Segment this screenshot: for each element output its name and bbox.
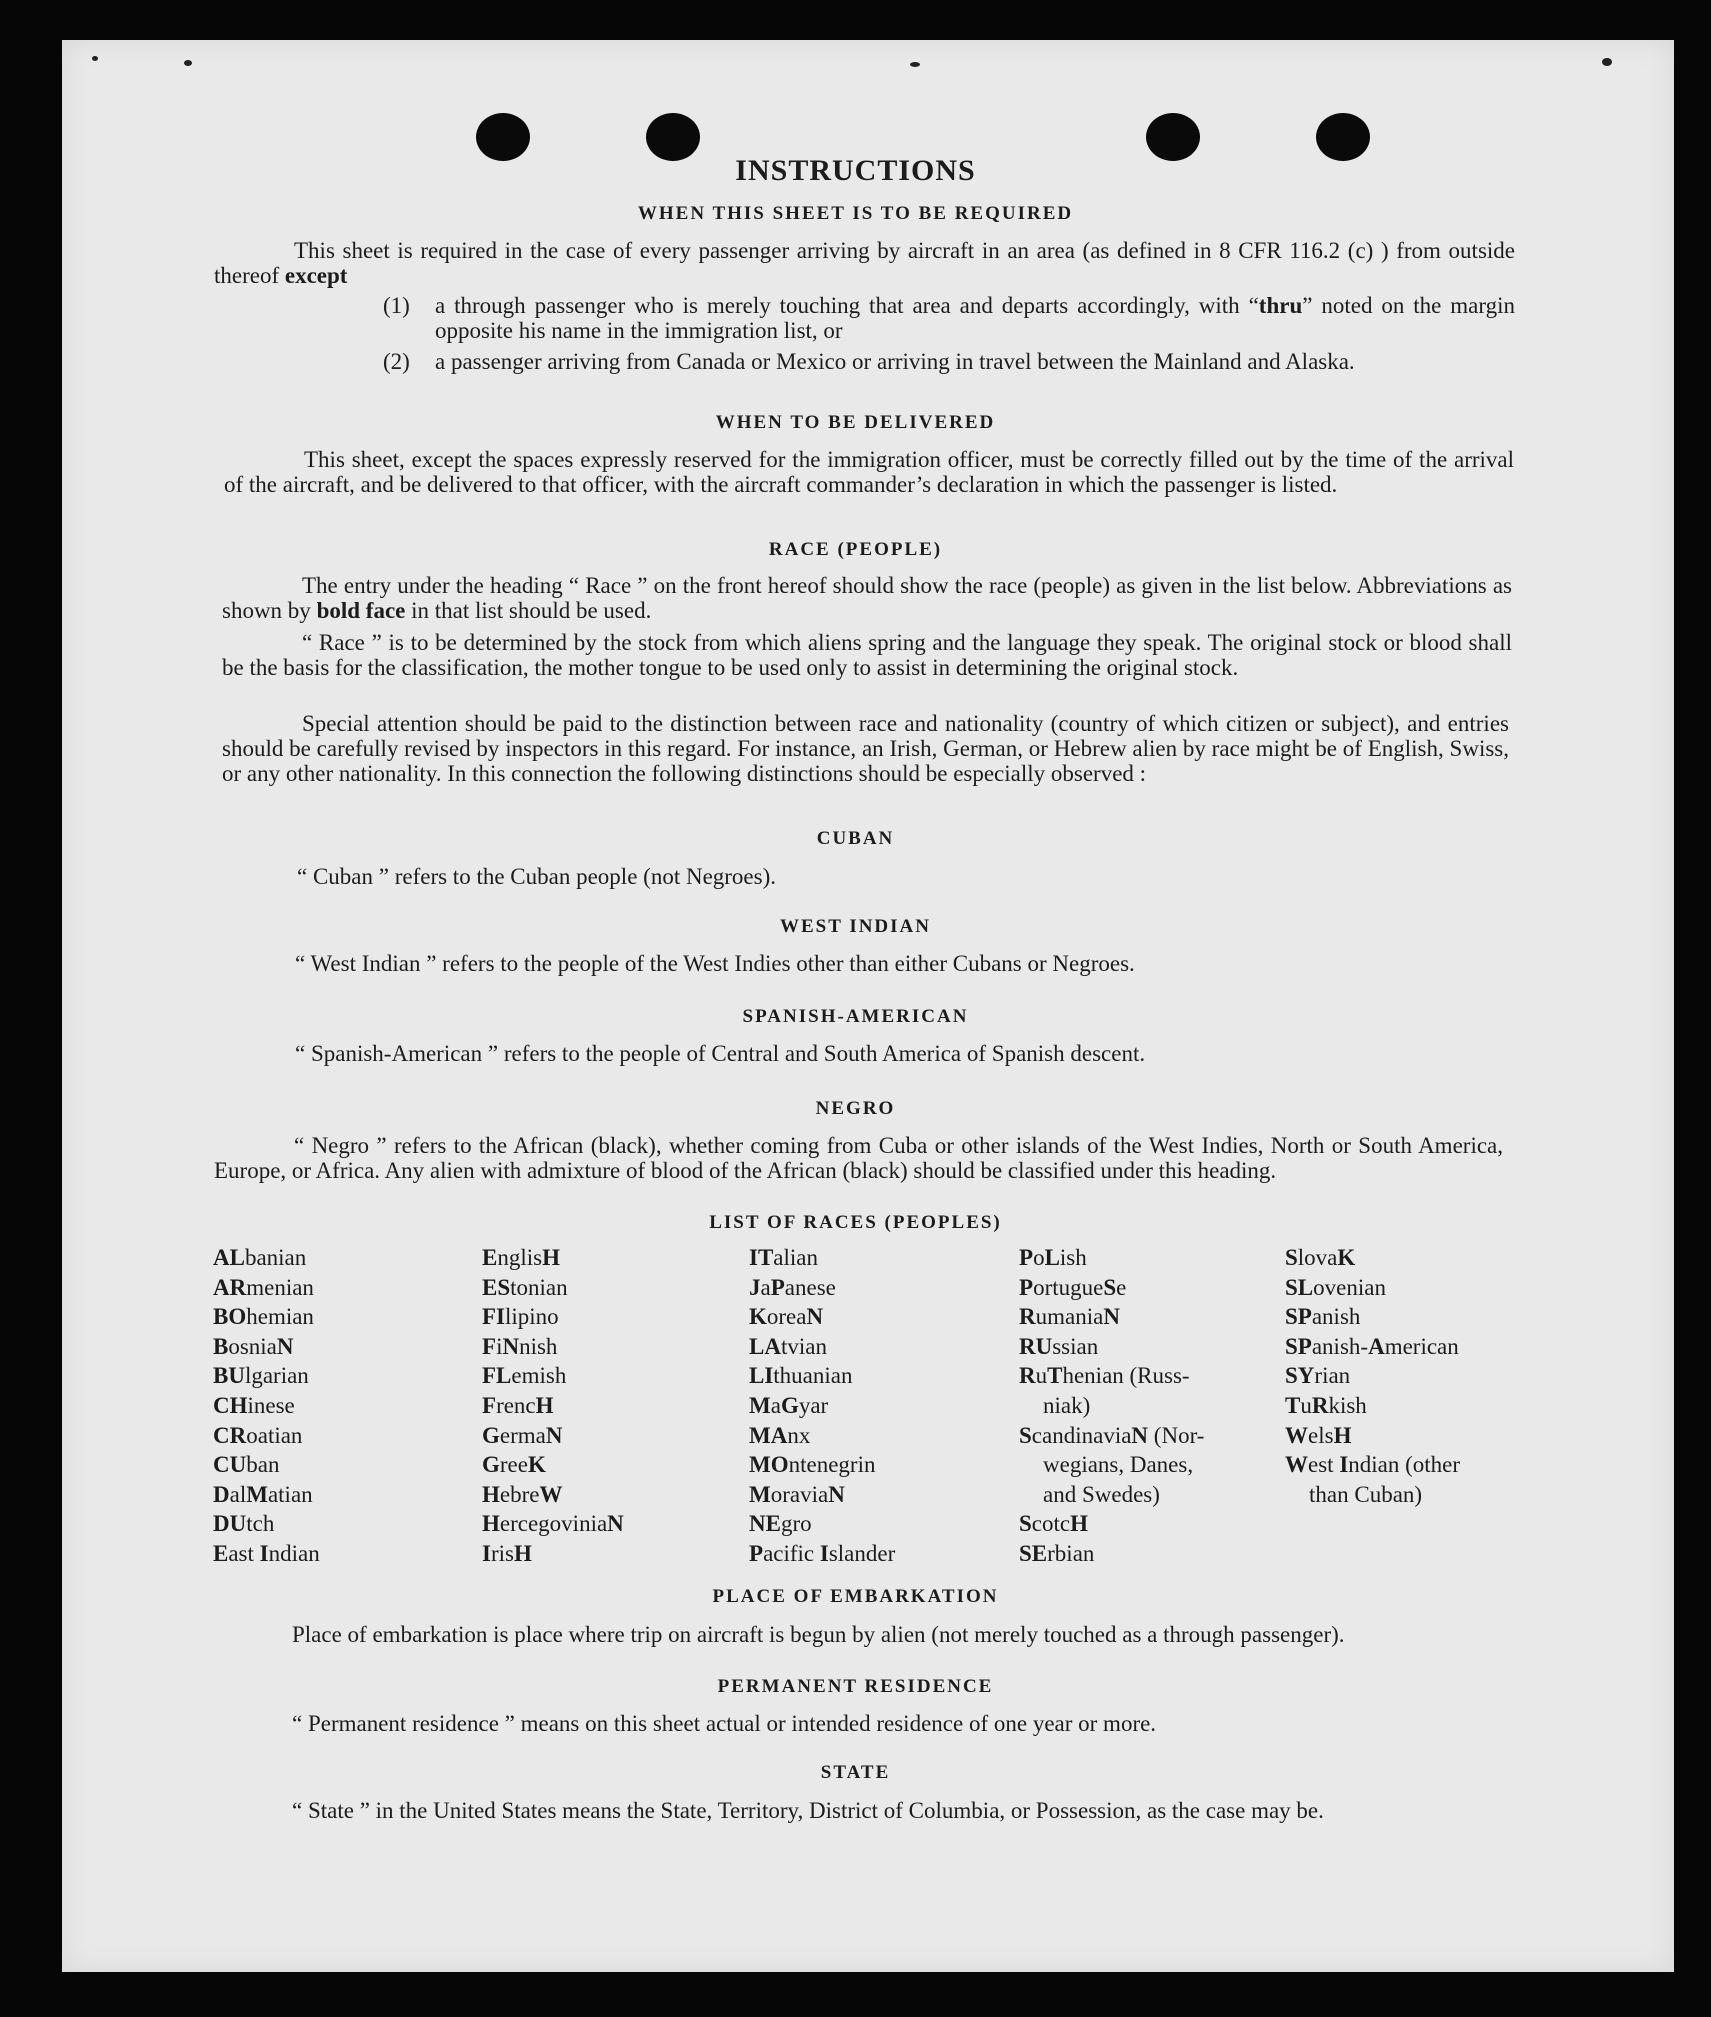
race-text: u (1035, 1363, 1048, 1389)
race-text: acific (763, 1540, 820, 1566)
race-text: anese (784, 1274, 836, 1300)
race-abbreviation: M (246, 1481, 268, 1507)
race-text: renc (496, 1392, 536, 1418)
race-text: yar (798, 1392, 829, 1418)
race-abbreviation: H (1070, 1511, 1088, 1537)
race-abbreviation: RU (1019, 1333, 1053, 1359)
race-abbreviation: R (1019, 1304, 1036, 1330)
race-abbreviation: H (1333, 1422, 1352, 1448)
race-entry (213, 1243, 320, 1273)
race-entry (1019, 1539, 1249, 1569)
heading-required: WHEN THIS SHEET IS TO BE REQUIRED (637, 203, 1074, 224)
race-abbreviation: FI (482, 1304, 505, 1330)
race-abbreviation: D (213, 1481, 230, 1507)
race-entry (1019, 1450, 1249, 1480)
race-entry (749, 1361, 895, 1391)
race-text: est (1308, 1452, 1340, 1478)
race-abbreviation: I (482, 1540, 491, 1566)
race-entry (213, 1391, 320, 1421)
race-abbreviation: I (259, 1540, 269, 1566)
race-entry (1285, 1421, 1460, 1451)
race-text: tch (246, 1511, 275, 1537)
race-text: ree (499, 1452, 528, 1478)
race-entry (1285, 1273, 1460, 1303)
race-entry (213, 1539, 320, 1569)
embarkation-paragraph: Place of embarkation is place where trip on aircraft is begun by alien (not merely touched as a through passenger). (292, 1622, 1345, 1647)
race-entry (482, 1480, 624, 1510)
race-text: umania (1035, 1304, 1104, 1330)
race-text: henian (Russ- (1062, 1363, 1190, 1389)
race-text: nx (787, 1422, 811, 1448)
race-entry (1285, 1391, 1460, 1421)
race-entry (1019, 1480, 1249, 1510)
race-abbreviation: MA (749, 1422, 788, 1448)
race-entry (482, 1243, 624, 1273)
race-abbreviation: LA (749, 1333, 781, 1359)
required-paragraph: This sheet is required in the case of every passenger arriving by aircraft in an area (as defined in 8 CFR 116.2 (c) ) from outside thereof except (214, 238, 1515, 288)
race-text: oravia (770, 1481, 829, 1507)
race-entry (482, 1450, 624, 1480)
speck (92, 56, 98, 61)
race-abbreviation: E (213, 1540, 229, 1566)
race-text: ndian (268, 1540, 320, 1566)
race-text: osnia (228, 1333, 277, 1359)
race-entry (1019, 1273, 1249, 1303)
race-text: wegians, Danes, (1043, 1452, 1194, 1478)
race-abbreviation: G (780, 1392, 799, 1418)
race-abbreviation: R (1311, 1392, 1329, 1418)
race-entry (1019, 1509, 1249, 1539)
race-text: u (1300, 1392, 1312, 1418)
race-entry (482, 1421, 624, 1451)
race-abbreviation: M (749, 1392, 771, 1418)
race-abbreviation: K (1337, 1245, 1356, 1270)
race-text: kish (1328, 1392, 1367, 1418)
race-entry (1285, 1480, 1460, 1510)
heading-embarkation: PLACE OF EMBARKATION (712, 1586, 999, 1607)
race-entry (749, 1332, 895, 1362)
race-abbreviation: LI (749, 1363, 774, 1389)
race-abbreviation: K (527, 1452, 546, 1478)
race-abbreviation: H (535, 1392, 554, 1418)
race-entry (213, 1332, 320, 1362)
race-abbreviation: T (1285, 1392, 1301, 1418)
race-paragraph-3: Special attention should be paid to the distinction between race and nationality (country of which citizen or subject), and entries should be carefully revised by inspectors in this regard. For instance, an Irish, German, or Hebrew alien by race might be of English, Swiss, or any other nationality. In this connection the following distinctions should be especially observed : (222, 711, 1509, 786)
race-text: tonian (510, 1274, 568, 1300)
race-text: nish (519, 1333, 558, 1359)
title: INSTRUCTIONS (735, 154, 976, 187)
race-text: hemian (246, 1304, 314, 1330)
race-text: thuanian (773, 1363, 853, 1389)
race-abbreviation: P (749, 1540, 764, 1566)
race-text: candinavia (1031, 1422, 1132, 1448)
race-abbreviation: S (1285, 1245, 1298, 1270)
race-abbreviation: F (482, 1392, 497, 1418)
race-abbreviation: SE (1019, 1540, 1048, 1566)
race-entry (213, 1273, 320, 1303)
race-text: orea (766, 1304, 807, 1330)
race-abbreviation: I (819, 1540, 829, 1566)
race-text: niak) (1043, 1392, 1091, 1418)
race-entry (749, 1480, 895, 1510)
race-text: erma (499, 1422, 546, 1448)
race-entry (213, 1480, 320, 1510)
race-text: rbian (1047, 1540, 1095, 1566)
race-abbreviation: N (607, 1511, 624, 1537)
race-text: ortugue (1033, 1274, 1104, 1300)
race-entry (749, 1273, 895, 1303)
heading-negro: NEGRO (815, 1098, 896, 1119)
race-text: ban (246, 1452, 280, 1478)
race-text: e (1116, 1274, 1127, 1300)
race-abbreviation: K (749, 1304, 767, 1330)
race-abbreviation: N (276, 1333, 294, 1359)
speck (910, 62, 920, 67)
race-text: oatian (246, 1422, 303, 1448)
race-text: emish (511, 1363, 567, 1389)
negro-paragraph: “ Negro ” refers to the African (black), whether coming from Cuba or other islands of the West Indies, North or South America, Europe, or Africa. Any alien with admixture of blood of the African (black) should be classified under this heading. (214, 1133, 1503, 1183)
race-text: ris (490, 1540, 514, 1566)
race-abbreviation: T (1047, 1363, 1063, 1389)
race-entry (1285, 1243, 1460, 1273)
races-column-5 (1285, 1243, 1460, 1509)
race-abbreviation: AL (213, 1245, 245, 1270)
race-entry (1285, 1332, 1460, 1362)
race-entry (1019, 1391, 1249, 1421)
races-column-3 (749, 1243, 895, 1569)
race-entry (213, 1361, 320, 1391)
race-text: anish (1311, 1304, 1361, 1330)
heading-delivered: WHEN TO BE DELIVERED (715, 412, 996, 433)
race-abbreviation: B (213, 1333, 229, 1359)
race-text: a (760, 1274, 771, 1300)
race-text: (Nor- (1148, 1422, 1205, 1448)
race-abbreviation: H (482, 1481, 500, 1507)
race-entry (213, 1302, 320, 1332)
race-text: i (496, 1333, 503, 1359)
race-abbreviation: NE (749, 1511, 781, 1537)
race-entry (482, 1273, 624, 1303)
race-entry (482, 1509, 624, 1539)
race-text: rian (1314, 1363, 1351, 1389)
race-entry (213, 1509, 320, 1539)
cuban-paragraph: “ Cuban ” refers to the Cuban people (not Negroes). (297, 864, 777, 889)
race-abbreviation: G (482, 1422, 500, 1448)
race-text: ast (228, 1540, 260, 1566)
race-text: slander (828, 1540, 896, 1566)
race-text: than Cuban) (1309, 1481, 1423, 1507)
race-abbreviation: N (545, 1422, 563, 1448)
race-abbreviation: L (1044, 1245, 1060, 1270)
race-entry (1019, 1421, 1249, 1451)
race-text: ndian (other (1348, 1452, 1461, 1478)
race-abbreviation: R (1019, 1363, 1036, 1389)
heading-cuban: CUBAN (816, 828, 895, 849)
race-abbreviation: N (1103, 1304, 1120, 1330)
race-entry (749, 1450, 895, 1480)
race-abbreviation: CU (213, 1452, 247, 1478)
heading-race: RACE (PEOPLE) (768, 539, 943, 560)
race-entry (482, 1302, 624, 1332)
required-item-2: (2) a passenger arriving from Canada or Mexico or arriving in travel between the Mainland and Alaska. (383, 349, 1355, 374)
race-text: nglis (497, 1245, 543, 1270)
race-text: lova (1297, 1245, 1338, 1270)
race-abbreviation: W (1285, 1422, 1308, 1448)
race-entry (213, 1421, 320, 1451)
race-entry (749, 1302, 895, 1332)
race-text: ovenian (1313, 1274, 1386, 1300)
race-abbreviation: N (1131, 1422, 1149, 1448)
race-abbreviation: SY (1285, 1363, 1315, 1389)
race-entry (1285, 1450, 1460, 1480)
race-abbreviation: SP (1285, 1333, 1312, 1359)
race-abbreviation: H (542, 1245, 560, 1270)
heading-spanish-american: SPANISH-AMERICAN (742, 1006, 969, 1027)
west-indian-paragraph: “ West Indian ” refers to the people of the West Indies other than either Cubans or Negroes. (295, 951, 1135, 976)
residence-paragraph: “ Permanent residence ” means on this sheet actual or intended residence of one year or more. (292, 1711, 1157, 1736)
race-entry (1285, 1302, 1460, 1332)
race-abbreviation: SL (1285, 1274, 1314, 1300)
race-abbreviation: F (482, 1333, 497, 1359)
speck (1602, 58, 1612, 66)
race-abbreviation: S (1019, 1422, 1032, 1448)
heading-west-indian: WEST INDIAN (780, 916, 931, 937)
race-text: ebre (499, 1481, 540, 1507)
race-text: menian (246, 1274, 314, 1300)
heading-state: STATE (820, 1762, 891, 1783)
race-abbreviation: CH (213, 1392, 248, 1418)
race-abbreviation: G (482, 1452, 500, 1478)
race-abbreviation: FL (482, 1363, 512, 1389)
heading-permanent-residence: PERMANENT RESIDENCE (717, 1676, 994, 1697)
speck (184, 60, 192, 66)
spanish-american-paragraph: “ Spanish-American ” refers to the people of Central and South America of Spanish descent. (295, 1041, 1146, 1066)
race-text: gro (780, 1511, 812, 1537)
race-text: o (1033, 1245, 1045, 1270)
race-abbreviation: A (1368, 1333, 1385, 1359)
race-entry (1019, 1332, 1249, 1362)
race-entry (749, 1539, 895, 1569)
race-entry (1019, 1361, 1249, 1391)
race-entry (749, 1421, 895, 1451)
race-text: lipino (505, 1304, 559, 1330)
race-abbreviation: N (806, 1304, 824, 1330)
race-text: inese (247, 1392, 295, 1418)
race-abbreviation: P (770, 1274, 785, 1300)
race-text: a (770, 1392, 781, 1418)
race-entry (1285, 1361, 1460, 1391)
race-abbreviation: BU (213, 1363, 245, 1389)
race-text: lgarian (244, 1363, 309, 1389)
race-abbreviation: AR (213, 1274, 247, 1300)
race-entry (749, 1243, 895, 1273)
race-abbreviation: J (749, 1274, 761, 1300)
race-abbreviation: W (1285, 1452, 1308, 1478)
race-text: ntenegrin (788, 1452, 876, 1478)
race-text: ercegovinia (499, 1511, 608, 1537)
race-entry (482, 1539, 624, 1569)
race-abbreviation: P (1019, 1245, 1034, 1270)
race-entry (482, 1332, 624, 1362)
race-abbreviation: N (828, 1481, 845, 1507)
race-abbreviation: MO (749, 1452, 789, 1478)
races-column-4 (1019, 1243, 1249, 1569)
race-abbreviation: W (539, 1481, 563, 1507)
delivered-paragraph: This sheet, except the spaces expressly reserved for the immigration officer, must be correctly filled out by the time of the arrival of the aircraft, and be delivered to that officer, with the aircraft commander’s declaration in which the passenger is listed. (224, 447, 1514, 497)
race-text: banian (244, 1245, 307, 1270)
race-entry (482, 1361, 624, 1391)
state-paragraph: “ State ” in the United States means the State, Territory, District of Columbia, or Possession, as the case may be. (292, 1798, 1324, 1823)
race-abbreviation: SP (1285, 1304, 1312, 1330)
required-item-1: (1) a through passenger who is merely touching that area and departs accordingly, with “thru” noted on the margin opposite his name in the immigration list, or (383, 293, 1515, 343)
race-text: els (1308, 1422, 1334, 1448)
race-text: alian (773, 1245, 818, 1270)
race-abbreviation: S (1019, 1511, 1032, 1537)
race-abbreviation: IT (749, 1245, 774, 1270)
race-text: tvian (780, 1333, 827, 1359)
heading-list-of-races: LIST OF RACES (PEOPLES) (709, 1212, 1002, 1233)
race-abbreviation: CR (213, 1422, 247, 1448)
race-abbreviation: DU (213, 1511, 247, 1537)
race-abbreviation: H (482, 1511, 500, 1537)
race-abbreviation: I (1339, 1452, 1349, 1478)
races-column-2 (482, 1243, 624, 1569)
race-text: atian (267, 1481, 313, 1507)
race-abbreviation: N (502, 1333, 520, 1359)
race-abbreviation: E (482, 1245, 498, 1270)
race-entry (749, 1391, 895, 1421)
race-abbreviation: BO (213, 1304, 247, 1330)
race-abbreviation: S (1103, 1274, 1117, 1300)
race-text: cotc (1031, 1511, 1071, 1537)
race-text: al (229, 1481, 247, 1507)
race-entry (1019, 1243, 1249, 1273)
race-abbreviation: M (749, 1481, 771, 1507)
race-text: merican (1384, 1333, 1459, 1359)
race-paragraph-2: “ Race ” is to be determined by the stock from which aliens spring and the language they speak. The original stock or blood shall be the basis for the classification, the mother tongue to be used only to assist in determining the original stock. (222, 630, 1512, 680)
races-column-1 (213, 1243, 320, 1569)
race-text: ssian (1052, 1333, 1099, 1359)
race-entry (749, 1509, 895, 1539)
race-text: and Swedes) (1043, 1481, 1160, 1507)
race-abbreviation: P (1019, 1274, 1034, 1300)
race-entry (482, 1391, 624, 1421)
race-entry (213, 1450, 320, 1480)
race-text: ish (1059, 1245, 1087, 1270)
race-abbreviation: ES (482, 1274, 511, 1300)
race-paragraph-1: The entry under the heading “ Race ” on the front hereof should show the race (people) as given in the list below. Abbreviations as shown by bold face in that list should be used. (222, 573, 1512, 623)
race-entry (1019, 1302, 1249, 1332)
race-text: anish- (1311, 1333, 1369, 1359)
race-abbreviation: H (513, 1540, 532, 1566)
